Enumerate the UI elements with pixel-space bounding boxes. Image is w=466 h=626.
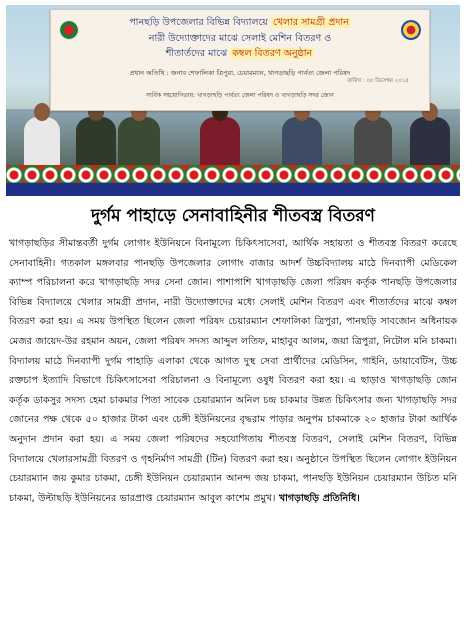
guest-figure	[200, 117, 240, 171]
event-photo	[6, 5, 460, 196]
guest-figure	[282, 117, 322, 171]
banner-cooperation: সার্বিক সহযোগিতায়: খাগড়াছড়ি পার্বত্য জেলা পরিষদ ও খাগড়াছড়ি সদর জোন	[146, 92, 334, 99]
flower-garland	[6, 165, 460, 185]
guest-figure	[118, 117, 160, 171]
stage-backdrop	[6, 109, 460, 171]
banner-chief-guest: প্রধান অতিথি : জনাব শেফালিকা ত্রিপুরা, চেয়ারম্যান, খাগড়াছড়ি পার্বত্য জেলা পরিষদ	[129, 69, 351, 77]
event-banner	[50, 9, 430, 111]
banner-date: তারিখ : ০৮ ডিসেম্বর ২০১৫	[347, 78, 409, 84]
banner-line-1: পানছড়ি উপজেলার বিভিন্ন বিদ্যালয়ে খেলার সামগ্রী প্রদান	[129, 17, 349, 28]
table-cloth	[6, 183, 460, 196]
article-byline: খাগড়াছড়ি প্রতিনিধি।	[278, 492, 360, 504]
banner-line-3: শীতার্তদের মাঝে কম্বল বিতরণ অনুষ্ঠান	[165, 48, 313, 59]
article-body	[9, 234, 457, 508]
article-text: খাগড়াছড়ির সীমান্তবর্তী দুর্গম লোগাং ইউনিয়নে বিনামূল্যে চিকিৎসাসেবা, আর্থিক সহায়তা ও শীতবস্ত্র বিতরণ করেছে সেনাবাহিনী। গতকাল মঙ্গলবার পানছড়ি উপজেলার লোগাং বাজার আদর্শ উচ্চবিদ্যালয় মাঠে দিনব্যাপী মেডিকেল ক্যাম্প পরিচালনা করে খাগড়াছড়ি সদর সেনা জোন। পাশাপাশি খাগড়াছড়ি জেলা পরিষদ কর্তৃক পানছড়ি উপজেলার বিভিন্ন বিদ্যালয়ে খেলার সামগ্রী প্রদান, নারী উদ্যোক্তাদের মধ্যে সেলাই মেশিন বিতরণ এবং শীতার্তদের মাঝে কম্বল বিতরণ করা হয়। এ সময় উপস্থিত ছিলেন জেলা পরিষদ চেয়ারম্যান শেফালিকা ত্রিপুরা, পানছড়ি সাবজোন অধিনায়ক মেজর জায়েদ-উর রহমান অয়ন, জেলা পরিষদ সদস্য আব্দুল লতিফ, মাহাবুব আলম, জয়া ত্রিপুরা, নিটোল মনি চাকমা। বিদ্যালয় মাঠে দিনব্যাপী দুর্গম পাহাড়ি এলাকা থেকে আগত দুস্থ সেবা প্রার্থীদের মেডিসিন, গাইনি, ডায়াবেটিস, উচ্চ রক্তচাপ ইত্যাদি বিভাগে চিকিৎসাসেবা পরিচালনা ও বিনামূল্যে ওষুধ বিতরণ করা হয়। এ ছাড়াও খাগড়াছড়ি জোন কর্তৃক ডাকসুর সদস্য হেমা চাকমার পিতা সাবেক চেয়ারম্যান অনিল চন্দ্র চাকমার উন্নত চিকিৎসার জন্য খাগড়াছড়ি সদর জোনের পক্ষ থেকে ৫০ হাজার টাকা এবং চেঙ্গী ইউনিয়নের বৃদ্ধরাম পাড়ার অনুপম চাকমাকে ২০ হাজার টাকা আর্থিক অনুদান প্রদান করা হয়। এ সময় জেলা পরিষদের সহযোগিতায় শীতবস্ত্র বিতরণ, সেলাই মেশিন বিতরণ, বিভিন্ন বিদ্যালয়ে খেলারসামগ্রী বিতরণ ও গৃহনির্মাণ সামগ্রী (টিন) বিতরণ করা হয়। অনুষ্ঠানে উপস্থিত ছিলেন লোগাং ইউনিয়ন চেয়ারম্যান জয় কুমার চাকমা, চেঙ্গী ইউনিয়ন চেয়ারম্যান আনন্দ জয় চাকমা, পানছড়ি ইউনিয়ন চেয়ারম্যান উচিত মনি চাকমা, উল্টাছড়ি ইউনিয়নের ভারপ্রাপ্ত চেয়ারম্যান আবুল কাশেম প্রমুখ।	[9, 238, 457, 504]
guest-figure	[354, 117, 392, 171]
guest-figure	[76, 117, 116, 171]
article-headline: দুর্গম পাহাড়ে সেনাবাহিনীর শীতবস্ত্র বিতরণ	[91, 206, 375, 226]
guest-figure	[24, 117, 60, 171]
guest-figure	[410, 117, 450, 171]
banner-line-2: নারী উদ্যোক্তাদের মাঝে সেলাই মেশিন বিতরণ ও	[148, 33, 332, 44]
